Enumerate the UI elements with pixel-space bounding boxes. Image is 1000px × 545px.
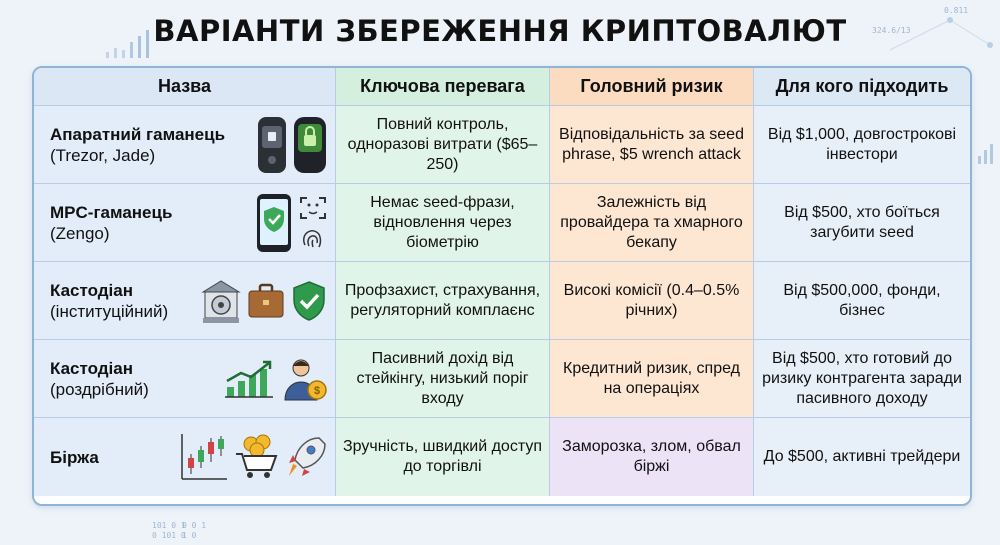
candlestick-chart-icon [179, 432, 229, 482]
row-mpc-wallet-audience: Від $500, хто боїться загубити seed [754, 184, 970, 262]
fingerprint-icon [299, 225, 327, 251]
decor-binary-3: 0 0 1 [182, 521, 207, 530]
growth-chart-icon [223, 359, 275, 399]
hardware-wallet-icon [257, 116, 287, 174]
row-retail-custodian-name [34, 340, 336, 418]
coin-cart-icon [235, 434, 279, 480]
header-risk: Головний ризик [550, 68, 754, 106]
row-hardware-wallet-name [34, 106, 336, 184]
row-institutional-custodian-advantage: Профзахист, страхування, регуляторний комплаєнс [336, 262, 550, 340]
row-title: MPC-гаманець [50, 202, 173, 222]
row-exchange-name [34, 418, 336, 496]
row-subtitle: (інституційний) [50, 301, 169, 321]
row-institutional-custodian-risk: Високі комісії (0.4–0.5% річних) [550, 262, 754, 340]
row-subtitle: (роздрібний) [50, 379, 149, 399]
row-mpc-wallet-name [34, 184, 336, 262]
row-hardware-wallet-audience: Від $1,000, довгострокові інвестори [754, 106, 970, 184]
header-audience: Для кого підходить [754, 68, 970, 106]
face-id-icon [299, 195, 327, 221]
row-retail-custodian-risk: Кредитний ризик, спред на операціях [550, 340, 754, 418]
row-exchange-audience: До $500, активні трейдери [754, 418, 970, 496]
decor-number-2: 324.6/13 [872, 26, 911, 35]
bank-vault-icon [201, 278, 241, 324]
row-title: Біржа [50, 447, 99, 467]
svg-text:$: $ [313, 384, 321, 397]
decor-binary-1: 101 0 1 [152, 521, 186, 530]
comparison-table [32, 66, 972, 506]
decor-binary-2: 0 101 0 [152, 531, 186, 540]
decor-binary-4: 1 0 [182, 531, 197, 540]
briefcase-icon [247, 282, 285, 320]
row-exchange-risk: Заморозка, злом, обвал біржі [550, 418, 754, 496]
decor-side-bars [976, 140, 998, 166]
person-coin-icon [281, 356, 327, 402]
row-institutional-custodian-name [34, 262, 336, 340]
page-title: ВАРІАНТИ ЗБЕРЕЖЕННЯ КРИПТОВАЛЮТ [153, 14, 847, 48]
row-exchange-advantage: Зручність, швидкий доступ до торгівлі [336, 418, 550, 496]
row-hardware-wallet-advantage: Повний контроль, одноразові витрати ($65–250) [336, 106, 550, 184]
rocket-icon [285, 434, 327, 480]
row-retail-custodian-audience: Від $500, хто готовий до ризику контрагента заради пасивного доходу [754, 340, 970, 418]
row-institutional-custodian-audience: Від $500,000, фонди, бізнес [754, 262, 970, 340]
header-name: Назва [34, 68, 336, 106]
row-hardware-wallet-risk: Відповідальність за seed phrase, $5 wrench attack [550, 106, 754, 184]
row-title: Апаратний гаманець [50, 124, 226, 144]
header-advantage: Ключова перевага [336, 68, 550, 106]
row-subtitle: (Zengo) [50, 223, 110, 243]
decor-number-1: 0.811 [944, 6, 969, 15]
row-mpc-wallet-risk: Залежність від провайдера та хмарного бекапу [550, 184, 754, 262]
row-title: Кастодіан [50, 280, 133, 300]
hardware-wallet-lock-icon [293, 116, 327, 174]
phone-shield-icon [255, 193, 293, 253]
row-mpc-wallet-advantage: Немає seed-фрази, відновлення через біометрію [336, 184, 550, 262]
row-retail-custodian-advantage: Пасивний дохід від стейкінгу, низький поріг входу [336, 340, 550, 418]
shield-check-icon [291, 280, 327, 322]
row-subtitle: (Trezor, Jade) [50, 145, 156, 165]
row-title: Кастодіан [50, 358, 133, 378]
